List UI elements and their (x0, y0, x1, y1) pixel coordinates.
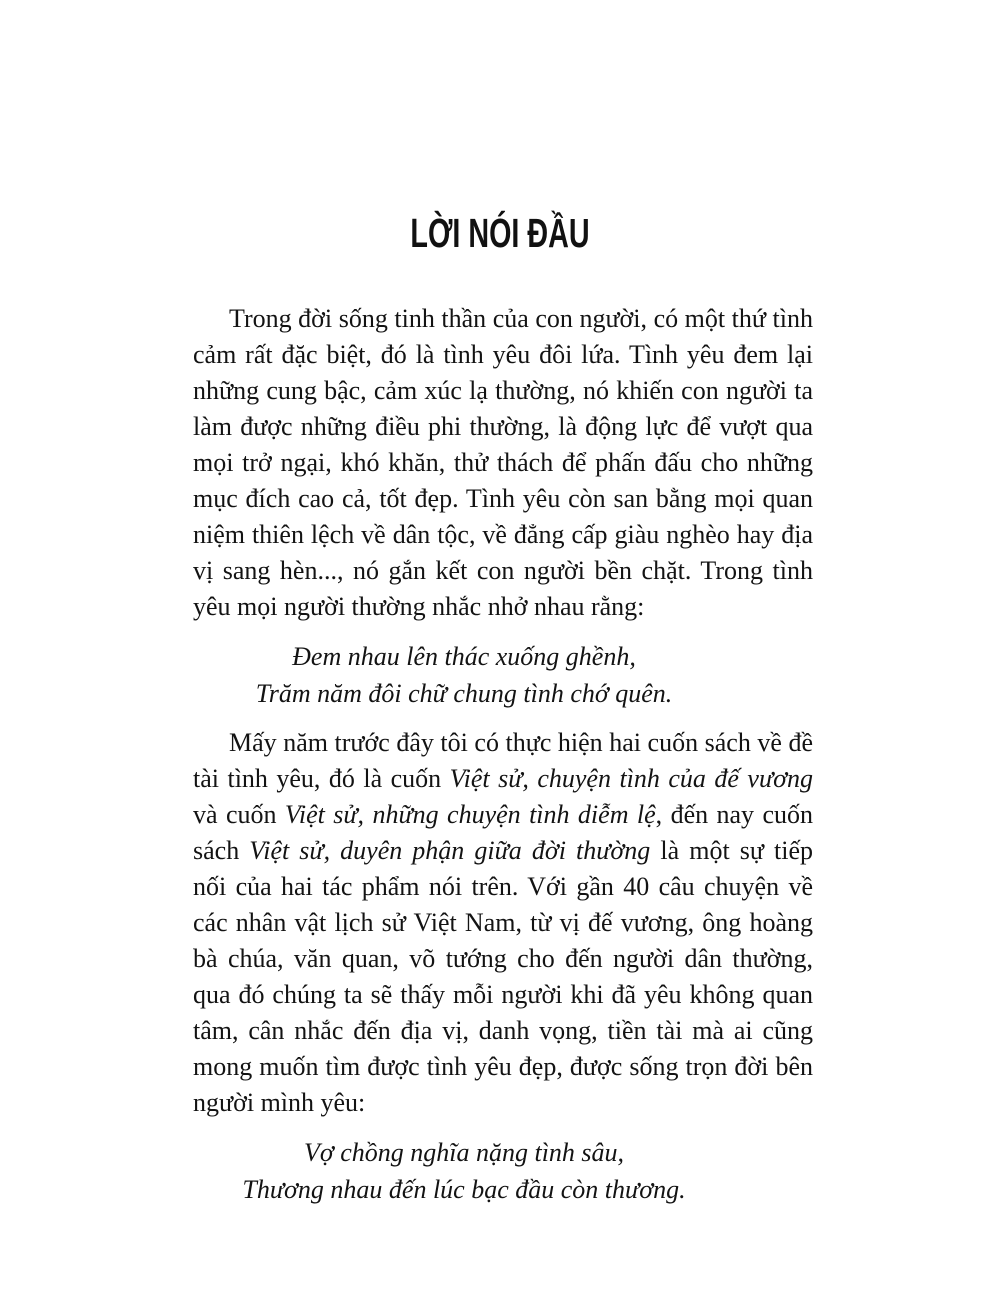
book-title-italic: Việt sử, chuyện tình của đế vương (449, 764, 814, 793)
paragraph-text: Trong đời sống tinh thần của con người, có một thứ tình cảm rất đặc biệt, đó là tình yêu đôi lứa. Tình yêu đem lại những cung bậc, cảm xúc lạ thường, nó khiến con người ta làm được những điều phi thường, là động lực để vượt qua mọi trở ngại, khó khăn, thử thách để phấn đấu cho những mục đích cao cả, tốt đẹp. Tình yêu còn san bằng mọi quan niệm thiên lệch về dân tộc, về đẳng cấp giàu nghèo hay địa vị sang hèn..., nó gắn kết con người bền chặt. Trong tình yêu mọi người thường nhắc nhở nhau rằng: (193, 304, 813, 621)
paragraph-text: và cuốn (193, 800, 285, 829)
book-title-italic: Việt sử, duyên phận giữa đời thường (249, 836, 651, 865)
page-content (193, 301, 813, 1221)
verse (193, 638, 735, 712)
paragraph (193, 725, 813, 1121)
paragraph-text: là một sự tiếp nối của hai tác phẩm nói trên. Với gần 40 câu chuyện về các nhân vật lịch sử Việt Nam, từ vị đế vương, ông hoàng bà chúa, văn quan, võ tướng cho đến người dân thường, qua đó chúng ta sẽ thấy mỗi người khi đã yêu không quan tâm, cân nhắc đến địa vị, danh vọng, tiền tài mà ai cũng mong muốn tìm được tình yêu đẹp, được sống trọn đời bên người mình yêu: (193, 836, 813, 1117)
verse-line: Thương nhau đến lúc bạc đầu còn thương. (242, 1175, 686, 1204)
book-title-italic: Việt sử, những chuyện tình diễm lệ (284, 800, 656, 829)
verse-line: Trăm năm đôi chữ chung tình chớ quên. (255, 679, 673, 708)
paragraph-text: Mấy năm trước đây tôi có thực hiện hai cuốn sách về đề tài tình yêu, đó là cuốn (193, 728, 813, 793)
paragraph (193, 301, 813, 625)
verse-line: Đem nhau lên thác xuống ghềnh, (292, 642, 636, 671)
verse (193, 1134, 735, 1208)
verse-line: Vợ chồng nghĩa nặng tình sâu, (303, 1138, 625, 1167)
paragraph-text: , đến nay cuốn sách (193, 800, 813, 865)
page-title: LỜI NÓI ĐẦU (410, 210, 590, 256)
